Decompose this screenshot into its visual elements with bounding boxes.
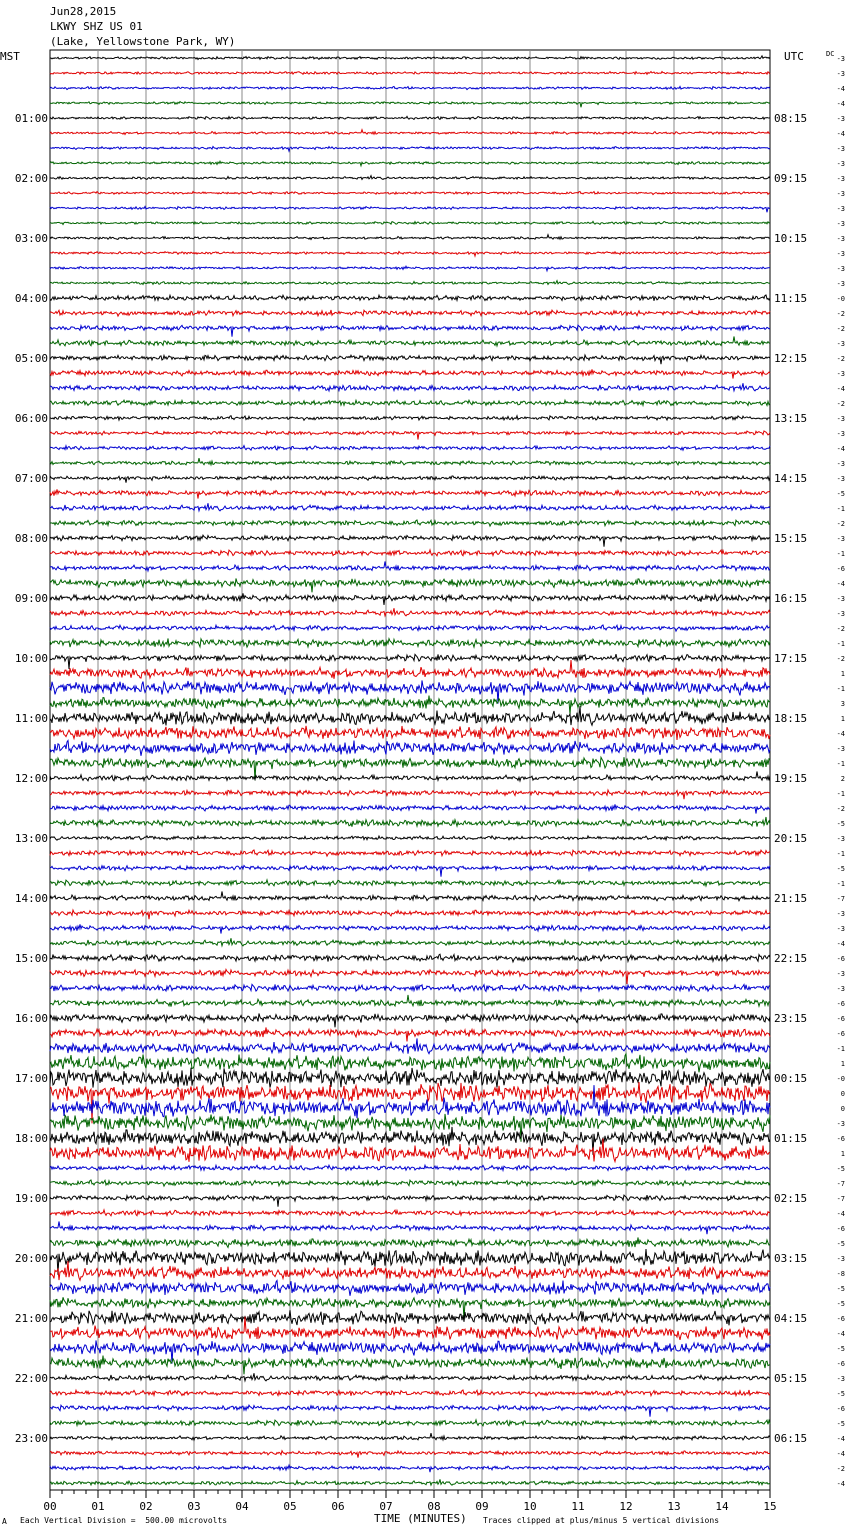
seismic-trace <box>50 489 770 498</box>
dc-offset-label: -5 <box>836 1300 845 1308</box>
seismic-trace <box>50 325 770 337</box>
seismic-trace <box>50 56 770 60</box>
left-hour-label: 09:00 <box>14 592 48 605</box>
dc-offset-label: -6 <box>836 565 845 573</box>
dc-offset-label: -3 <box>836 70 845 78</box>
time-axis-tick-label: 04 <box>235 1500 249 1513</box>
time-axis-tick-label: 02 <box>139 1500 153 1513</box>
right-hour-label: 19:15 <box>774 772 808 785</box>
left-hour-label: 19:00 <box>14 1192 48 1205</box>
right-hour-label: 17:15 <box>774 652 808 665</box>
left-hour-label: 15:00 <box>14 952 48 965</box>
time-axis-tick-label: 07 <box>379 1500 393 1513</box>
seismic-trace <box>50 400 770 405</box>
seismic-trace <box>50 1433 770 1440</box>
dc-offset-label: -4 <box>836 940 845 948</box>
dc-offset-label: -3 <box>836 220 845 228</box>
dc-offset-label: -3 <box>836 430 845 438</box>
seismic-trace <box>50 310 770 316</box>
seismic-trace <box>50 550 770 556</box>
time-axis-tick-label: 06 <box>331 1500 345 1513</box>
seismic-trace <box>50 865 770 876</box>
dc-offset-label: -3 <box>836 205 845 213</box>
seismic-trace <box>50 625 770 631</box>
right-hour-label: 23:15 <box>774 1012 808 1025</box>
dc-offset-label: -6 <box>836 1030 845 1038</box>
seismic-trace <box>50 1390 770 1396</box>
dc-offset-label: -7 <box>836 895 845 903</box>
seismic-trace <box>50 476 770 483</box>
left-hour-label: 07:00 <box>14 472 48 485</box>
seismic-trace <box>50 116 770 119</box>
left-hour-label: 17:00 <box>14 1072 48 1085</box>
dc-offset-label: -1 <box>836 550 845 558</box>
seismic-trace <box>50 995 770 1007</box>
left-hour-label: 08:00 <box>14 532 48 545</box>
seismic-trace <box>50 458 770 465</box>
left-hour-label: 20:00 <box>14 1252 48 1265</box>
left-hour-label: 03:00 <box>14 232 48 245</box>
dc-offset-label: -6 <box>836 1135 845 1143</box>
right-hour-label: 10:15 <box>774 232 808 245</box>
time-axis-tick-label: 10 <box>523 1500 537 1513</box>
right-hour-label: 06:15 <box>774 1432 808 1445</box>
seismic-trace <box>50 706 770 725</box>
dc-offset-label: -5 <box>836 490 845 498</box>
dc-offset-label: -3 <box>836 265 845 273</box>
seismic-trace <box>50 147 770 152</box>
right-hour-label: 18:15 <box>774 712 808 725</box>
x-axis-title: TIME (MINUTES) <box>374 1512 467 1525</box>
dc-offset-label: -5 <box>836 1345 845 1353</box>
seismic-trace <box>50 593 770 605</box>
seismic-trace <box>50 1238 770 1248</box>
left-hour-label: 18:00 <box>14 1132 48 1145</box>
time-axis-tick-label: 00 <box>43 1500 57 1513</box>
dc-offset-label: 1 <box>840 670 845 678</box>
seismic-trace <box>50 1479 770 1485</box>
dc-offset-label: -3 <box>836 835 845 843</box>
dc-offset-label: -2 <box>836 655 845 663</box>
time-axis-tick-label: 05 <box>283 1500 297 1513</box>
dc-offset-label: -1 <box>836 685 845 693</box>
left-hour-label: 02:00 <box>14 172 48 185</box>
dc-offset-label: -3 <box>836 250 845 258</box>
seismic-trace <box>50 520 770 526</box>
left-hour-label: 06:00 <box>14 412 48 425</box>
left-hour-label: 10:00 <box>14 652 48 665</box>
seismic-trace <box>50 1165 770 1171</box>
seismic-trace <box>50 130 770 135</box>
dc-offset-label: -1 <box>836 505 845 513</box>
seismic-trace <box>50 639 770 648</box>
dc-offset-label: -4 <box>836 130 845 138</box>
seismic-trace <box>50 1210 770 1216</box>
left-hour-label: 12:00 <box>14 772 48 785</box>
dc-offset-label: -4 <box>836 1450 845 1458</box>
seismic-trace <box>50 71 770 74</box>
dc-offset-label: -3 <box>836 55 845 63</box>
dc-offset-label: -2 <box>836 310 845 318</box>
dc-offset-label: -5 <box>836 1390 845 1398</box>
dc-offset-label: -4 <box>836 1435 845 1443</box>
right-hour-label: 15:15 <box>774 532 808 545</box>
seismic-trace <box>50 207 770 213</box>
seismic-trace <box>50 1451 770 1458</box>
dc-offset-label: -2 <box>836 520 845 528</box>
left-hour-label: 01:00 <box>14 112 48 125</box>
seismic-trace <box>50 1028 770 1042</box>
seismic-trace <box>50 836 770 840</box>
clip-note: Traces clipped at plus/minus 5 vertical divisions <box>483 1516 720 1525</box>
seismic-trace <box>50 817 770 827</box>
dc-offset-label: -3 <box>836 1120 845 1128</box>
left-timezone-label: MST <box>0 50 20 63</box>
dc-offset-label: -1 <box>836 640 845 648</box>
dc-offset-label: -6 <box>836 1015 845 1023</box>
seismic-trace <box>50 1014 770 1028</box>
dc-offset-label: -3 <box>836 985 845 993</box>
dc-offset-label: -1 <box>836 880 845 888</box>
seismic-trace <box>50 1222 770 1235</box>
seismic-trace <box>50 969 770 984</box>
station-location: (Lake, Yellowstone Park, WY) <box>50 35 236 48</box>
dc-offset-label: -2 <box>836 1465 845 1473</box>
right-hour-label: 14:15 <box>774 472 808 485</box>
seismic-trace <box>50 1195 770 1207</box>
dc-offset-label: -4 <box>836 1480 845 1488</box>
seismic-trace <box>50 892 770 901</box>
left-hour-label: 23:00 <box>14 1432 48 1445</box>
seismic-trace <box>50 355 770 364</box>
right-hour-label: 12:15 <box>774 352 808 365</box>
station-code: LKWY SHZ US 01 <box>50 20 143 33</box>
seismic-trace <box>50 369 770 378</box>
dc-offset-label: -1 <box>836 760 845 768</box>
dc-offset-label: -6 <box>836 1225 845 1233</box>
left-hour-label: 14:00 <box>14 892 48 905</box>
recording-date: Jun28,2015 <box>50 5 117 18</box>
seismic-trace <box>50 562 770 571</box>
seismic-trace <box>50 1054 770 1072</box>
dc-offset-label: -3 <box>836 190 845 198</box>
seismic-trace <box>50 221 770 224</box>
dc-offset-label: -4 <box>836 580 845 588</box>
seismic-trace <box>50 446 770 451</box>
right-timezone-label: UTC <box>784 50 804 63</box>
dc-offset-label: -5 <box>836 865 845 873</box>
dc-offset-label: -3 <box>836 175 845 183</box>
dc-offset-label: 0 <box>840 1105 845 1113</box>
right-hour-label: 20:15 <box>774 832 808 845</box>
time-axis-tick-label: 13 <box>667 1500 681 1513</box>
seismic-trace <box>50 1180 770 1186</box>
right-hour-label: 02:15 <box>774 1192 808 1205</box>
seismic-trace <box>50 924 770 933</box>
left-hour-label: 22:00 <box>14 1372 48 1385</box>
dc-offset-label: -3 <box>836 115 845 123</box>
seismic-trace <box>50 503 770 511</box>
dc-offset-label: -2 <box>836 400 845 408</box>
seismic-trace <box>50 954 770 962</box>
seismic-trace <box>50 880 770 886</box>
scale-note: Each Vertical Division = 500.00 microvolts <box>20 1516 228 1525</box>
dc-offset-label: -4 <box>836 385 845 393</box>
seismic-trace <box>50 87 770 90</box>
left-hour-label: 04:00 <box>14 292 48 305</box>
seismic-trace <box>50 102 770 108</box>
seismic-trace <box>50 1127 770 1155</box>
seismic-trace <box>50 660 770 679</box>
seismic-trace <box>50 654 770 669</box>
seismic-trace <box>50 295 770 301</box>
dc-offset-label: 1 <box>840 715 845 723</box>
dc-offset-label: 0 <box>840 1090 845 1098</box>
dc-offset-label: -3 <box>836 745 845 753</box>
dc-offset-label: -5 <box>836 820 845 828</box>
seismic-trace <box>50 337 770 346</box>
dc-offset-label: -6 <box>836 955 845 963</box>
right-hour-label: 01:15 <box>774 1132 808 1145</box>
dc-offset-label: -3 <box>836 610 845 618</box>
dc-offset-label: -5 <box>836 1165 845 1173</box>
scale-prefix: A <box>2 1517 7 1526</box>
right-hour-label: 16:15 <box>774 592 808 605</box>
right-hour-label: 09:15 <box>774 172 808 185</box>
dc-offset-label: -4 <box>836 730 845 738</box>
right-hour-label: 22:15 <box>774 952 808 965</box>
right-hour-label: 11:15 <box>774 292 808 305</box>
dc-offset-label: -3 <box>836 925 845 933</box>
seismic-trace <box>50 1465 770 1472</box>
dc-offset-label: -1 <box>836 850 845 858</box>
seismic-trace <box>50 281 770 285</box>
dc-offset-label: -4 <box>836 1330 845 1338</box>
seismic-trace <box>50 850 770 856</box>
dc-offset-label: -3 <box>836 460 845 468</box>
seismic-trace <box>50 772 770 781</box>
dc-offset-label: -4 <box>836 100 845 108</box>
right-hour-label: 08:15 <box>774 112 808 125</box>
dc-offset-label: -7 <box>836 1195 845 1203</box>
seismic-trace <box>50 252 770 257</box>
dc-offset-label: -3 <box>836 1375 845 1383</box>
right-hour-label: 05:15 <box>774 1372 808 1385</box>
seismic-trace <box>50 235 770 240</box>
dc-offset-label: -5 <box>836 1285 845 1293</box>
seismic-trace <box>50 192 770 195</box>
seismic-trace <box>50 726 770 740</box>
time-axis-tick-label: 14 <box>715 1500 729 1513</box>
time-axis-tick-label: 01 <box>91 1500 105 1513</box>
dc-offset-label: -4 <box>836 445 845 453</box>
dc-offset-label: -3 <box>836 415 845 423</box>
dc-offset-label: -7 <box>836 1180 845 1188</box>
dc-offset-labels <box>826 50 845 1488</box>
right-hour-label: 00:15 <box>774 1072 808 1085</box>
dc-offset-label: -3 <box>836 910 845 918</box>
seismic-trace <box>50 161 770 166</box>
dc-header: DC <box>826 50 835 58</box>
dc-offset-label: -3 <box>836 340 845 348</box>
time-axis-tick-label: 08 <box>427 1500 441 1513</box>
dc-offset-label: -0 <box>836 295 845 303</box>
seismic-trace <box>50 431 770 440</box>
seismic-trace <box>50 579 770 593</box>
seismic-trace <box>50 1310 770 1325</box>
seismic-trace <box>50 1068 770 1088</box>
dc-offset-label: 1 <box>840 1060 845 1068</box>
dc-offset-label: -8 <box>836 1270 845 1278</box>
seismic-trace <box>50 804 770 813</box>
dc-offset-label: -6 <box>836 1315 845 1323</box>
seismic-trace <box>50 383 770 391</box>
time-axis-tick-label: 12 <box>619 1500 633 1513</box>
seismic-trace <box>50 1317 770 1340</box>
dc-offset-label: -3 <box>836 535 845 543</box>
dc-offset-label: -1 <box>836 1045 845 1053</box>
dc-offset-label: -2 <box>836 325 845 333</box>
dc-offset-label: -0 <box>836 1075 845 1083</box>
dc-offset-label: -3 <box>836 1255 845 1263</box>
seismic-trace <box>50 1373 770 1381</box>
dc-offset-label: -5 <box>836 1240 845 1248</box>
dc-offset-label: 1 <box>840 1150 845 1158</box>
seismic-trace <box>50 1356 770 1375</box>
seismic-trace <box>50 1405 770 1417</box>
dc-offset-label: -3 <box>836 145 845 153</box>
seismic-trace <box>50 1038 770 1053</box>
dc-offset-label: -2 <box>836 355 845 363</box>
seismic-trace <box>50 790 770 799</box>
time-axis-tick-label: 09 <box>475 1500 489 1513</box>
seismic-traces <box>50 56 770 1485</box>
dc-offset-label: -1 <box>836 790 845 798</box>
dc-offset-label: -2 <box>836 625 845 633</box>
seismic-trace <box>50 176 770 180</box>
seismic-trace <box>50 1114 770 1142</box>
right-hour-label: 03:15 <box>774 1252 808 1265</box>
seismic-trace <box>50 416 770 421</box>
dc-offset-label: 3 <box>840 700 845 708</box>
left-hour-label: 16:00 <box>14 1012 48 1025</box>
left-hour-label: 11:00 <box>14 712 48 725</box>
right-hour-label: 21:15 <box>774 892 808 905</box>
dc-offset-label: -3 <box>836 280 845 288</box>
left-hour-label: 21:00 <box>14 1312 48 1325</box>
dc-offset-label: 2 <box>840 775 845 783</box>
time-axis <box>43 1490 776 1513</box>
time-axis-tick-label: 03 <box>187 1500 201 1513</box>
dc-offset-label: -3 <box>836 370 845 378</box>
left-hour-label: 13:00 <box>14 832 48 845</box>
dc-offset-label: -6 <box>836 1405 845 1413</box>
right-hour-label: 04:15 <box>774 1312 808 1325</box>
seismic-trace <box>50 608 770 616</box>
seismic-trace <box>50 938 770 946</box>
seismic-trace <box>50 757 770 780</box>
time-axis-tick-label: 15 <box>763 1500 777 1513</box>
time-axis-tick-label: 11 <box>571 1500 585 1513</box>
left-hour-label: 05:00 <box>14 352 48 365</box>
dc-offset-label: -3 <box>836 235 845 243</box>
seismic-trace <box>50 266 770 271</box>
seismic-trace <box>50 1281 770 1296</box>
dc-offset-label: -4 <box>836 85 845 93</box>
seismic-trace <box>50 535 770 547</box>
right-hour-label: 13:15 <box>774 412 808 425</box>
dc-offset-label: -3 <box>836 160 845 168</box>
seismic-trace <box>50 741 770 756</box>
dc-offset-label: -6 <box>836 1360 845 1368</box>
dc-offset-label: -4 <box>836 1210 845 1218</box>
seismic-trace <box>50 1420 770 1426</box>
seismic-trace <box>50 984 770 991</box>
seismic-trace <box>50 696 770 715</box>
dc-offset-label: -3 <box>836 475 845 483</box>
seismic-trace <box>50 910 770 919</box>
dc-offset-label: -6 <box>836 1000 845 1008</box>
dc-offset-label: -5 <box>836 1420 845 1428</box>
seismic-trace <box>50 1261 770 1280</box>
dc-offset-label: -3 <box>836 595 845 603</box>
dc-offset-label: -2 <box>836 805 845 813</box>
dc-offset-label: -3 <box>836 970 845 978</box>
